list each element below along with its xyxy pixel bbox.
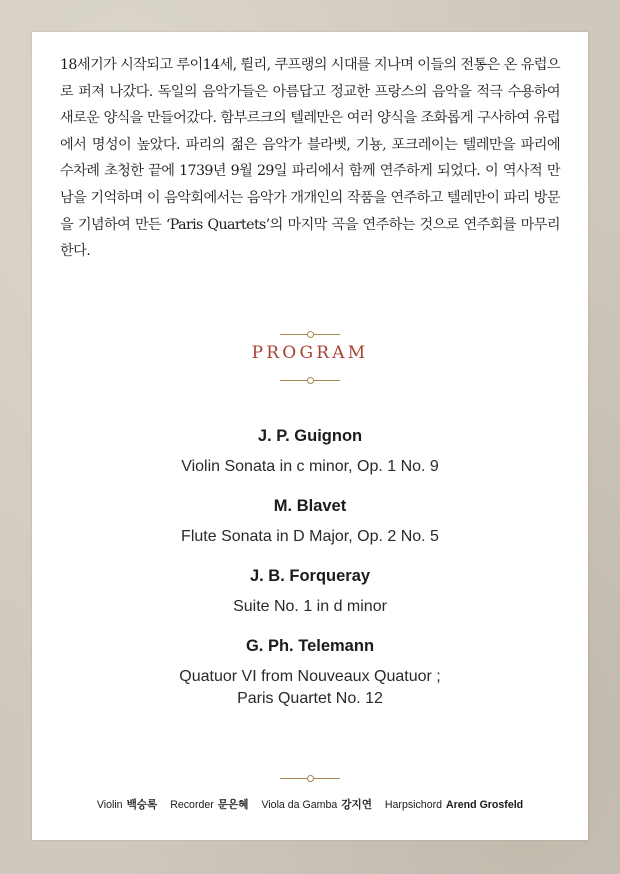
- ornament-divider-bottom: [280, 377, 340, 385]
- performer-instrument: Recorder: [170, 799, 214, 811]
- composer-name: G. Ph. Telemann: [245, 637, 375, 655]
- ornament-dot: [307, 377, 314, 384]
- performer-instrument: Harpsichord: [384, 799, 443, 811]
- work-title: Violin Sonata in c minor, Op. 1 No. 9: [181, 458, 439, 475]
- intro-paragraph: 18세기가 시작되고 루이14세, 륄리, 쿠프랭의 시대를 지나며 이들의 전통은 온 유럽으로 퍼져 나갔다. 독일의 음악가들은 아름답고 정교한 프랑스의 음악을 적극 수용하여 새로운 양식을 만들어갔다. 함부르크의 텔레만은 여러 양식을 조화롭게 구사하여 유럽에서 명성이 높았다. 파리의 젊은 음악가 블라벳, 기뇽, 포크레이는 텔레만을 파리에 수차례 초청한 끝에 1739년 9월 29일 파리에서 함께 연주하게 되었다. 이 역사적 만남을 기억하며 이 음악회에서는 음악가 개개인의 작품을 연주하고 텔레만이 파리 방문을 기념하여 만든 ‘Paris Quartets’의 마지막 곡을 연주하는 것으로 연주회를 마무리한다.: [60, 57, 560, 260]
- performer-credit: [385, 799, 523, 811]
- program-heading: PROGRAM: [251, 343, 369, 363]
- program-item: [32, 424, 588, 478]
- performer-name: 강지연: [341, 799, 372, 811]
- performer-name: 백승록: [126, 799, 158, 811]
- ornament-dot: [307, 331, 314, 338]
- program-item: [32, 494, 588, 548]
- ornament-dot: [307, 775, 314, 782]
- work-title: Suite No. 1 in d minor: [233, 598, 387, 615]
- program-sheet: [32, 32, 588, 840]
- performer-name: Arend Grosfeld: [446, 799, 524, 811]
- performer-credits: [32, 797, 588, 812]
- program-list: [32, 424, 588, 726]
- work-title: Flute Sonata in D Major, Op. 2 No. 5: [181, 528, 439, 545]
- composer-name: J. B. Forqueray: [249, 567, 371, 585]
- program-item: [32, 564, 588, 618]
- composer-name: M. Blavet: [273, 497, 347, 515]
- ornament-divider-top: [280, 331, 340, 339]
- ornament-divider-footer: [280, 775, 340, 783]
- performer-name: 문은혜: [217, 799, 249, 811]
- performer-credit: [97, 797, 157, 812]
- performer-instrument: Viola da Gamba: [261, 799, 338, 811]
- composer-name: J. P. Guignon: [257, 427, 363, 445]
- work-title: Quatuor VI from Nouveaux Quatuor ; Paris Quartet No. 12: [179, 668, 441, 707]
- program-item: [32, 634, 588, 710]
- performer-credit: [170, 797, 248, 812]
- performer-credit: [261, 797, 371, 812]
- performer-instrument: Violin: [96, 799, 123, 811]
